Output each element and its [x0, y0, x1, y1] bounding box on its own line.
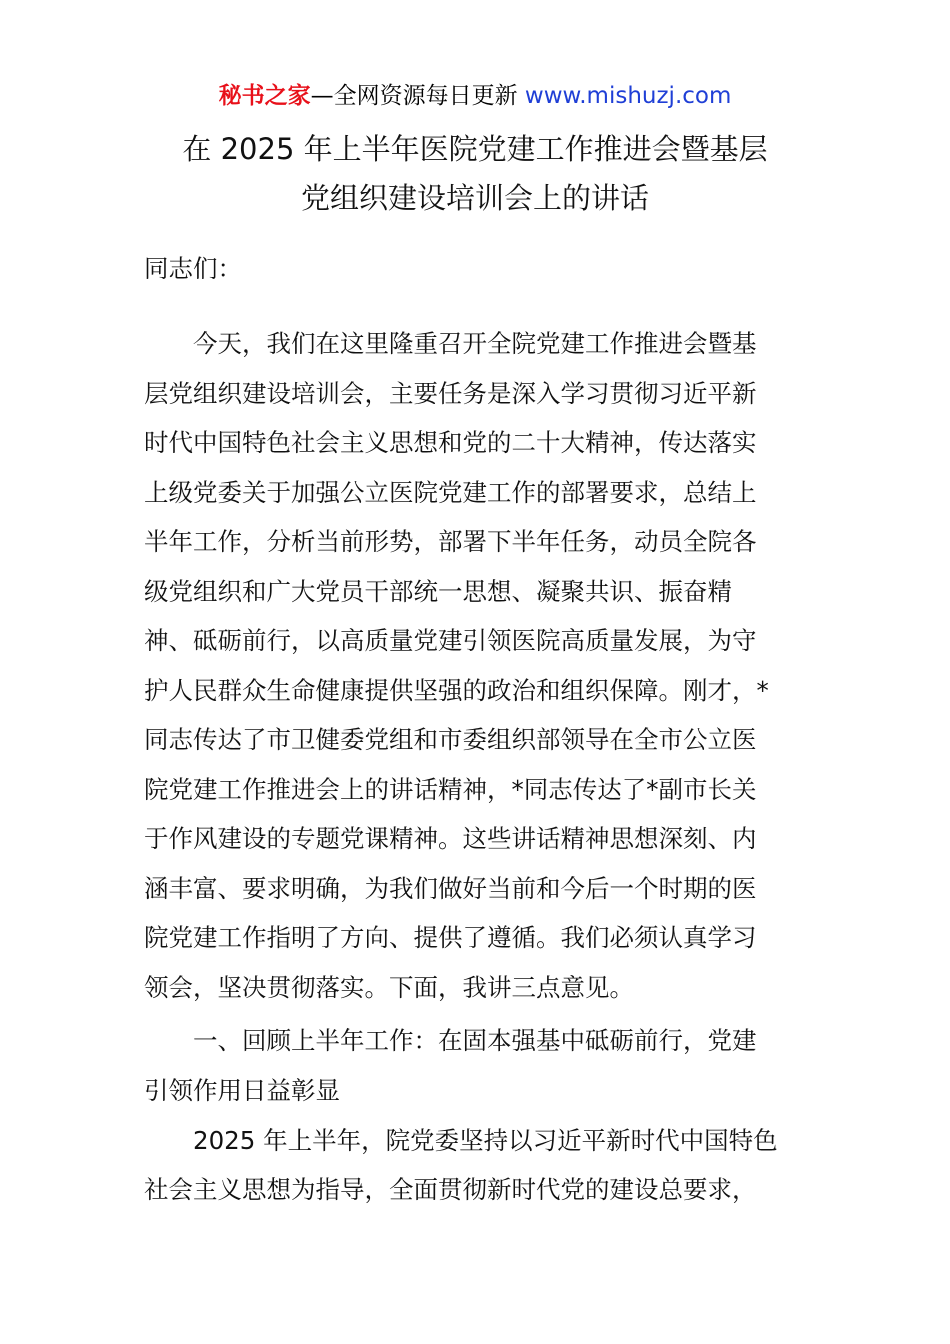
body-line: 院党建工作指明了方向、提供了遵循。我们必须认真学习 — [144, 923, 757, 952]
body-line: 社会主义思想为指导，全面贯彻新时代党的建设总要求， — [144, 1175, 757, 1204]
body-line: 涵丰富、要求明确，为我们做好当前和今后一个时期的医 — [144, 874, 757, 903]
body-line: 领会，坚决贯彻落实。下面，我讲三点意见。 — [144, 973, 634, 1002]
body-line: 护人民群众生命健康提供坚强的政治和组织保障。刚才，* — [144, 676, 769, 705]
body-line: 时代中国特色社会主义思想和党的二十大精神，传达落实 — [144, 428, 757, 457]
body-line: 半年工作，分析当前形势，部署下半年任务，动员全院各 — [144, 527, 757, 556]
document-title-line-2: 党组织建设培训会上的讲话 — [300, 181, 649, 215]
header-tagline: —全网资源每日更新 — [310, 83, 525, 109]
body-line: 神、砥砺前行，以高质量党建引领医院高质量发展，为守 — [144, 626, 757, 655]
body-line: 院党建工作推进会上的讲话精神，*同志传达了*副市长关 — [144, 775, 757, 804]
brand-name: 秘书之家 — [218, 83, 311, 109]
body-line: 层党组织建设培训会，主要任务是深入学习贯彻习近平新 — [144, 379, 757, 408]
salutation: 同志们： — [144, 254, 242, 283]
site-header — [0, 80, 950, 112]
body-line: 级党组织和广大党员干部统一思想、凝聚共识、振奋精 — [144, 577, 732, 606]
site-url-link[interactable]: www.mishuzj.com — [524, 83, 732, 109]
body-line: 上级党委关于加强公立医院党建工作的部署要求，总结上 — [144, 478, 757, 507]
section-heading: 一、回顾上半年工作：在固本强基中砥砺前行，党建 — [144, 1026, 757, 1055]
document-title-line-1: 在 2025 年上半年医院党建工作推进会暨基层 — [182, 132, 768, 166]
body-line: 今天，我们在这里隆重召开全院党建工作推进会暨基 — [144, 329, 757, 358]
body-line: 同志传达了市卫健委党组和市委组织部领导在全市公立医 — [144, 725, 757, 754]
body-line: 2025 年上半年，院党委坚持以习近平新时代中国特色 — [144, 1126, 778, 1155]
section-heading: 引领作用日益彰显 — [144, 1076, 340, 1105]
body-line: 于作风建设的专题党课精神。这些讲话精神思想深刻、内 — [144, 824, 757, 853]
